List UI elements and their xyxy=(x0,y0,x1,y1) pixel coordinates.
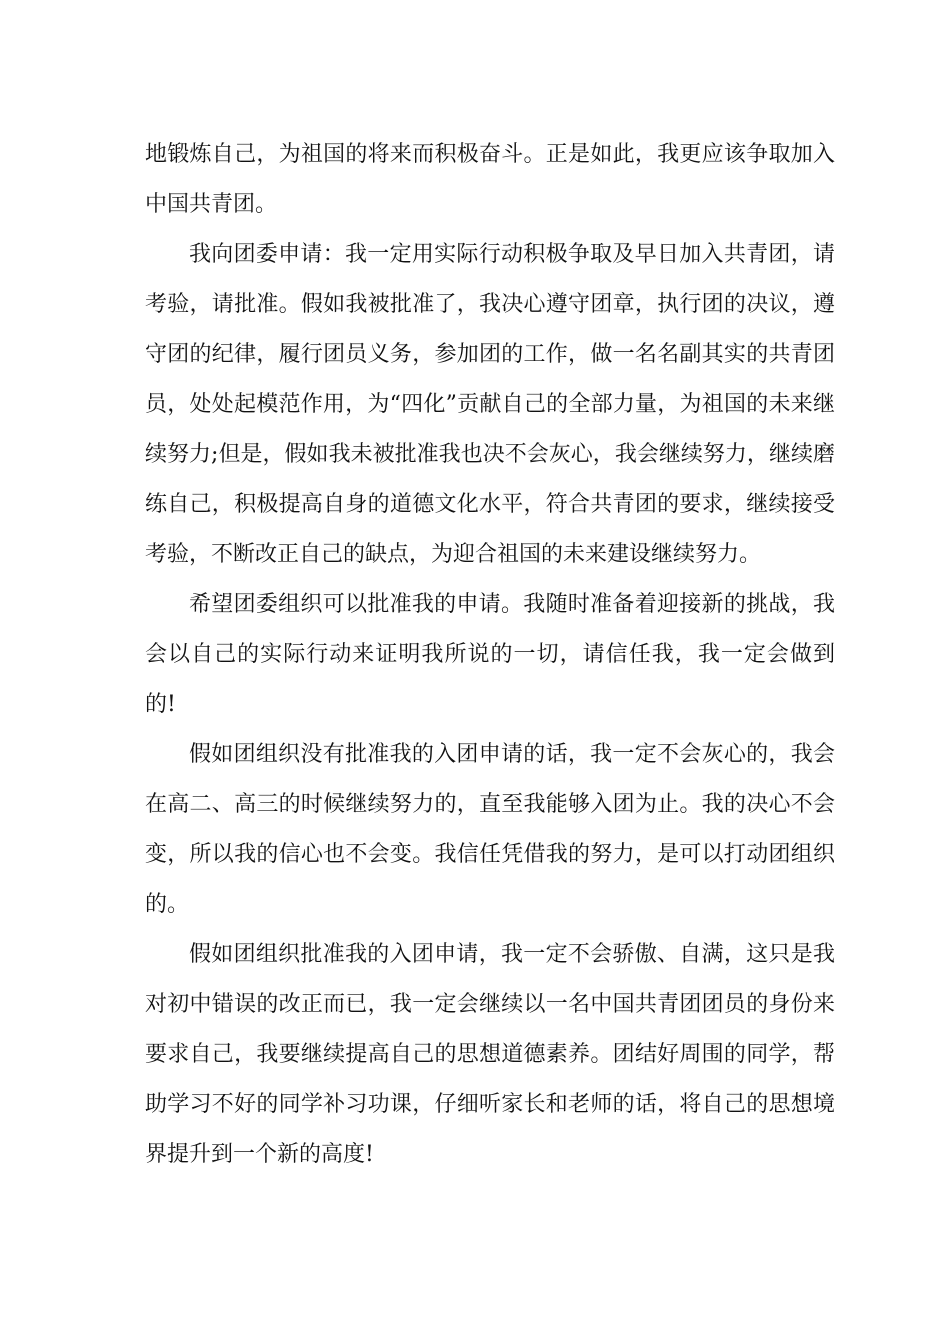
paragraph-1: 地锻炼自己，为祖国的将来而积极奋斗。正是如此，我更应该争取加入中国共青团。 xyxy=(145,142,835,217)
paragraph-5: 假如团组织批准我的入团申请，我一定不会骄傲、自满，这只是我对初中错误的改正而已，我一定会继续以一名中国共青团团员的身份来要求自己，我要继续提高自己的思想道德素养。团结好周围的同学，帮助学习不好的同学补习功课，仔细听家长和老师的话，将自己的思想境界提升到一个新的高度! xyxy=(145,942,835,1167)
paragraph-2: 我向团委申请：我一定用实际行动积极争取及早日加入共青团，请考验，请批准。假如我被批准了，我决心遵守团章，执行团的决议，遵守团的纪律，履行团员义务，参加团的工作，做一名名副其实的共青团员，处处起模范作用，为“四化”贡献自己的全部力量，为祖国的未来继续努力;但是，假如我未被批准我也决不会灰心，我会继续努力，继续磨练自己，积极提高自身的道德文化水平，符合共青团的要求，继续接受考验，不断改正自己的缺点，为迎合祖国的未来建设继续努力。 xyxy=(145,242,835,567)
paragraph-4: 假如团组织没有批准我的入团申请的话，我一定不会灰心的，我会在高二、高三的时候继续努力的，直至我能够入团为止。我的决心不会变，所以我的信心也不会变。我信任凭借我的努力，是可以打动团组织的。 xyxy=(145,742,835,917)
paragraph-3: 希望团委组织可以批准我的申请。我随时准备着迎接新的挑战，我会以自己的实际行动来证明我所说的一切，请信任我，我一定会做到的! xyxy=(145,592,835,717)
document-body xyxy=(145,130,835,1180)
